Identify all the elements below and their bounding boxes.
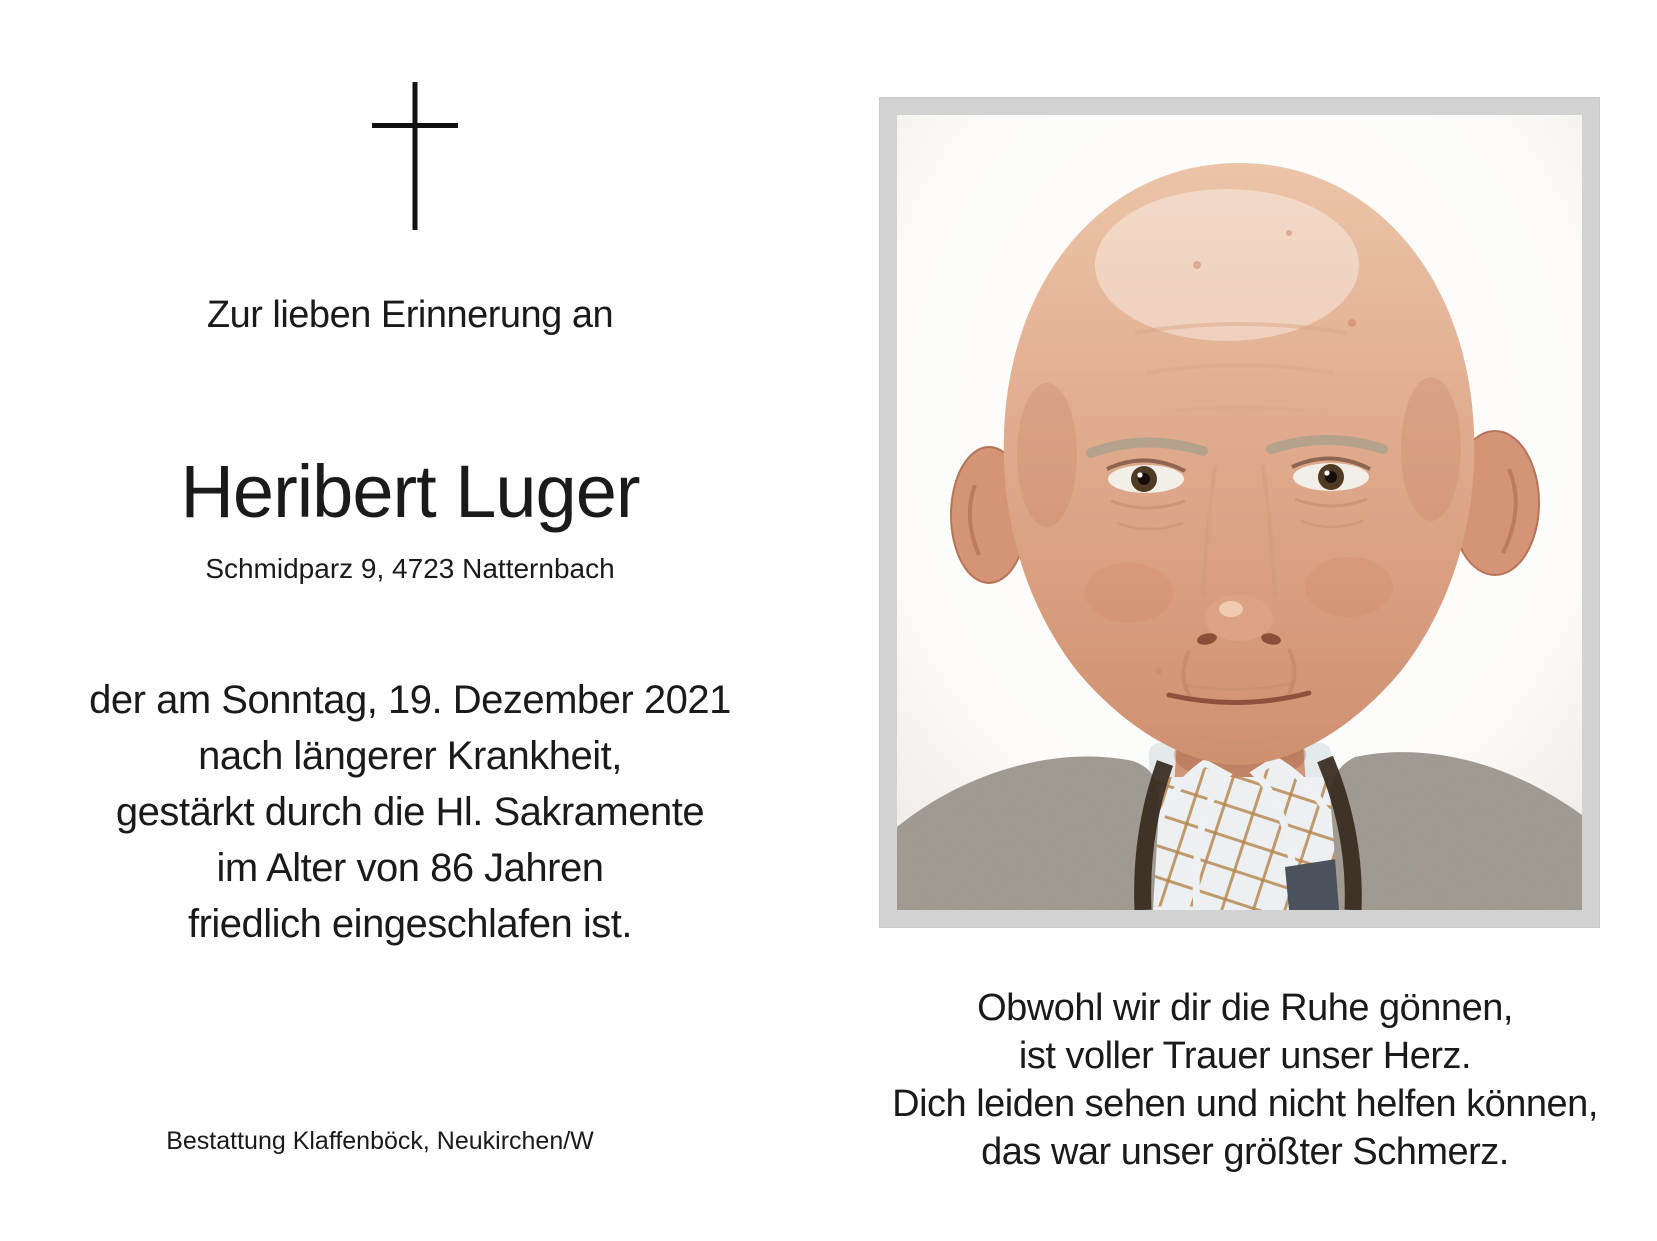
funeral-home-line: Bestattung Klaffenböck, Neukirchen/W (166, 1127, 594, 1155)
deceased-address: Schmidparz 9, 4723 Natternbach (205, 553, 615, 584)
obituary-line: gestärkt durch die Hl. Sakramente (115, 790, 705, 834)
obituary-line: nach längerer Krankheit, (198, 734, 622, 778)
photo-frame (879, 97, 1600, 928)
deceased-name: Heribert Luger (180, 450, 640, 533)
verse-line: das war unser größter Schmerz. (981, 1131, 1509, 1173)
obituary-text (30, 672, 790, 952)
verse-line: Obwohl wir dir die Ruhe gönnen, (977, 987, 1513, 1029)
verse-line: ist voller Trauer unser Herz. (1018, 1035, 1472, 1077)
portrait-photo (897, 115, 1582, 910)
verse-line: Dich leiden sehen und nicht helfen können, (892, 1083, 1598, 1125)
verse-text (860, 984, 1630, 1176)
cross-icon (370, 82, 460, 232)
obituary-line: friedlich eingeschlafen ist. (187, 902, 633, 946)
obituary-line: im Alter von 86 Jahren (216, 846, 604, 890)
obituary-line: der am Sonntag, 19. Dezember 2021 (89, 678, 731, 722)
intro-line: Zur lieben Erinnerung an (206, 294, 614, 336)
